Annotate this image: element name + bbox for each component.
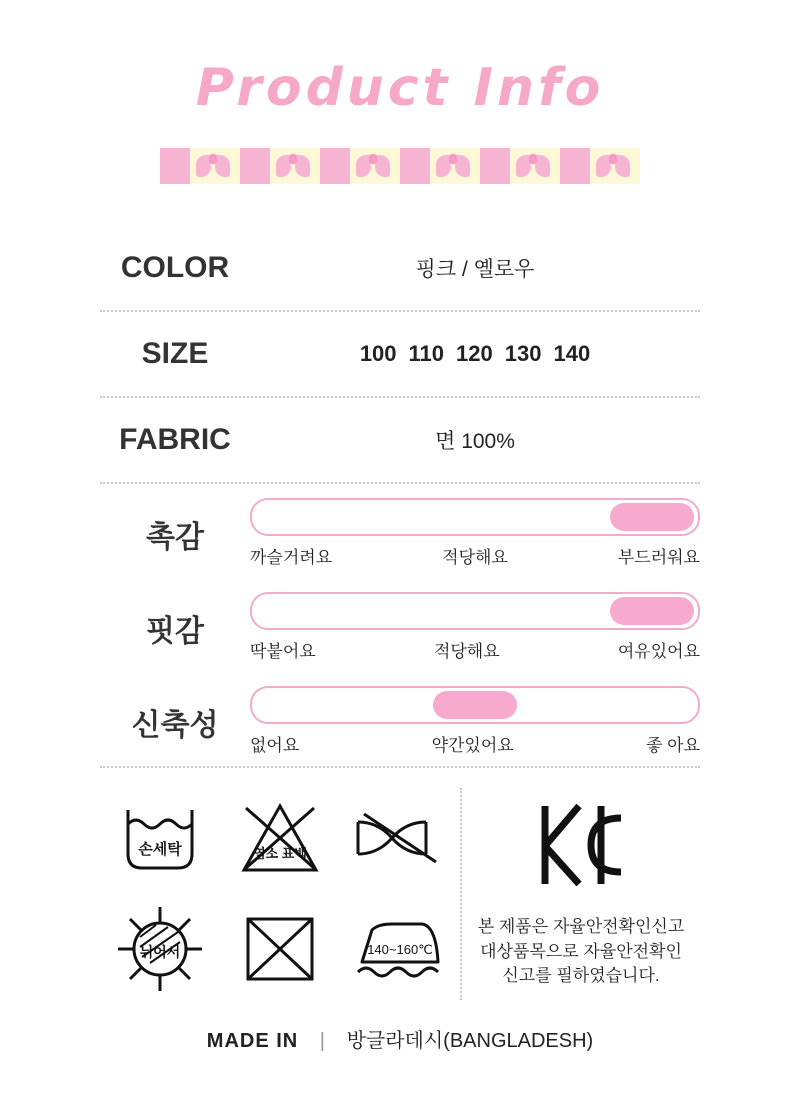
spec-value-fabric: 면 100% — [435, 430, 515, 453]
size-option: 100 — [359, 341, 397, 366]
no-wring-icon — [348, 796, 452, 882]
gauge-tick: 까슬거려요 — [250, 548, 333, 567]
gauge-knob-fit[interactable] — [610, 597, 694, 625]
gauge-ticks-touch — [250, 543, 700, 578]
gauge-tick: 적당해요 — [442, 548, 508, 567]
made-in-label: MADE IN — [206, 1030, 299, 1052]
care-section — [100, 766, 700, 1004]
gauge-label-stretch: 신축성 — [131, 709, 219, 742]
gauge-ticks-fit — [250, 637, 700, 672]
spec-label-color: COLOR — [120, 251, 230, 284]
hand-wash-icon — [112, 796, 208, 882]
size-option: 120 — [456, 341, 493, 366]
gauge-bar-fit[interactable] — [250, 592, 700, 630]
kc-block — [462, 784, 700, 1004]
gauge-label-touch: 촉감 — [146, 521, 204, 554]
gauge-ticks-stretch — [250, 731, 700, 766]
gauge-knob-touch[interactable] — [610, 503, 694, 531]
gauge-knob-stretch[interactable] — [433, 691, 517, 719]
gauge-tick: 부드러워요 — [617, 548, 700, 567]
made-in-row — [0, 1024, 800, 1053]
care-icon-no-wring-cell — [340, 784, 460, 894]
gauge-bar-stretch[interactable] — [250, 686, 700, 724]
care-icon-hand-wash-cell — [100, 784, 220, 894]
kc-notice-line-1: 본 제품은 자율안전확인신고 — [477, 917, 685, 936]
gauge-bar-touch[interactable] — [250, 498, 700, 536]
size-option: 110 — [408, 341, 445, 366]
care-icon-iron-cell — [340, 894, 460, 1004]
iron-temp-icon — [348, 904, 452, 994]
kc-notice-line-3: 신고를 필하였습니다. — [502, 966, 660, 986]
spec-label-fabric: FABRIC — [119, 423, 231, 456]
kc-mark-icon — [531, 798, 631, 894]
no-chlorine-label: 염소 표백 — [253, 846, 307, 861]
no-dry-clean-icon — [234, 903, 326, 995]
gauge-row-touch — [100, 484, 700, 578]
hand-wash-label: 손세탁 — [138, 841, 182, 858]
kc-notice-text — [462, 915, 700, 989]
ribbon-checker-band — [160, 148, 640, 184]
care-icon-no-dry-clean-cell — [220, 894, 340, 1004]
kc-notice-line-2: 대상품목으로 자율안전확인 — [480, 941, 682, 961]
iron-temp-label: 140~160℃ — [367, 942, 433, 957]
spec-value-size — [250, 341, 700, 367]
dry-in-shade-label: 뉘어서 — [139, 944, 181, 960]
gauge-tick: 딱붙어요 — [250, 642, 316, 661]
care-icon-grid — [100, 784, 460, 1004]
gauge-tick: 적당해요 — [433, 642, 500, 661]
page-title: Product Info — [195, 58, 605, 118]
size-option: 140 — [553, 341, 591, 366]
spec-value-color: 핑크 / 옐로우 — [415, 258, 535, 281]
spec-row-fabric — [100, 398, 700, 484]
spec-row-size — [100, 312, 700, 398]
gauge-tick: 여유있어요 — [617, 642, 700, 661]
care-icon-dry-in-shade-cell — [100, 894, 220, 1004]
gauge-row-fit — [100, 578, 700, 672]
spec-table — [100, 226, 700, 766]
size-option: 130 — [504, 341, 542, 366]
made-in-value: 방글라데시(BANGLADESH) — [346, 1030, 594, 1052]
gauge-row-stretch — [100, 672, 700, 766]
spec-label-size: SIZE — [141, 337, 209, 370]
gauge-tick: 약간있어요 — [431, 736, 514, 755]
spec-row-color — [100, 226, 700, 312]
no-chlorine-bleach-icon — [232, 796, 328, 882]
dry-in-shade-icon — [110, 899, 210, 999]
gauge-label-fit: 핏감 — [146, 615, 204, 648]
made-in-separator: | — [319, 1030, 325, 1052]
care-icon-no-chlorine-cell — [220, 784, 340, 894]
gauge-tick: 없어요 — [250, 736, 300, 755]
gauge-tick: 좋 아요 — [646, 736, 700, 755]
